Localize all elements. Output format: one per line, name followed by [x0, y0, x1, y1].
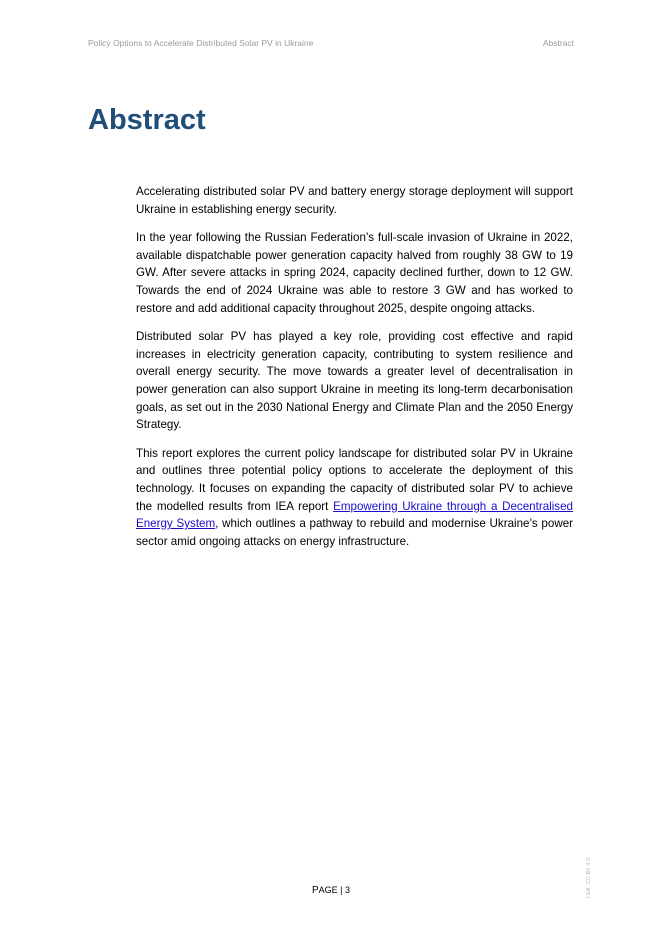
running-header-section: Abstract — [542, 38, 574, 48]
side-license-text: I EA. CC BY 4.0. — [586, 856, 592, 898]
running-header — [88, 38, 574, 48]
page-separator: | — [337, 885, 345, 895]
paragraph-1: Accelerating distributed solar PV and battery energy storage deployment will support Ukraine in establishing energy security. — [136, 185, 573, 216]
abstract-body — [136, 183, 573, 561]
paragraph-2: In the year following the Russian Federation’s full-scale invasion of Ukraine in 2022, available dispatchable power generation capacity halved from roughly 38 GW to 19 GW. After severe attacks in spring 2024, capacity declined further, down to 12 GW. Towards the end of 2024 Ukraine was able to restore 3 GW and has worked to restore and add additional capacity throughout 2025, despite ongoing attacks. — [136, 231, 573, 315]
running-header-report-title: Policy Options to Accelerate Distributed Solar PV in Ukraine — [88, 38, 314, 48]
page-label-rest: AGE — [318, 885, 338, 895]
page-title: Abstract — [88, 104, 206, 136]
page-label — [312, 885, 338, 895]
report-link[interactable]: Empowering Ukraine through a Decentralised Energy System — [136, 499, 573, 531]
paragraph-4 — [136, 445, 573, 551]
page-footer — [0, 885, 662, 896]
page-number: 3 — [345, 885, 351, 895]
paragraph-4-text-before: This report explores the current policy landscape for distributed solar PV in Ukraine and outlines three potential policy options to accelerate the deployment of this technology. It focuses on expanding the capacity of distributed solar PV to achieve the modelled results from IEA report — [136, 446, 573, 513]
paragraph-3: Distributed solar PV has played a key role, providing cost effective and rapid increases in electricity generation capacity, contributing to system resilience and overall energy security. The move towards a greater level of decentralisation in power generation can also support Ukraine in meeting its long-term decarbonisation goals, as set out in the 2030 National Energy and Climate Plan and the 2050 Energy Strategy. — [136, 330, 573, 432]
paragraph-4-text-after: , which outlines a pathway to rebuild and modernise Ukraine’s power sector amid ongoing attacks on energy infrastructure. — [136, 517, 573, 548]
page-label-initial: P — [311, 885, 319, 896]
